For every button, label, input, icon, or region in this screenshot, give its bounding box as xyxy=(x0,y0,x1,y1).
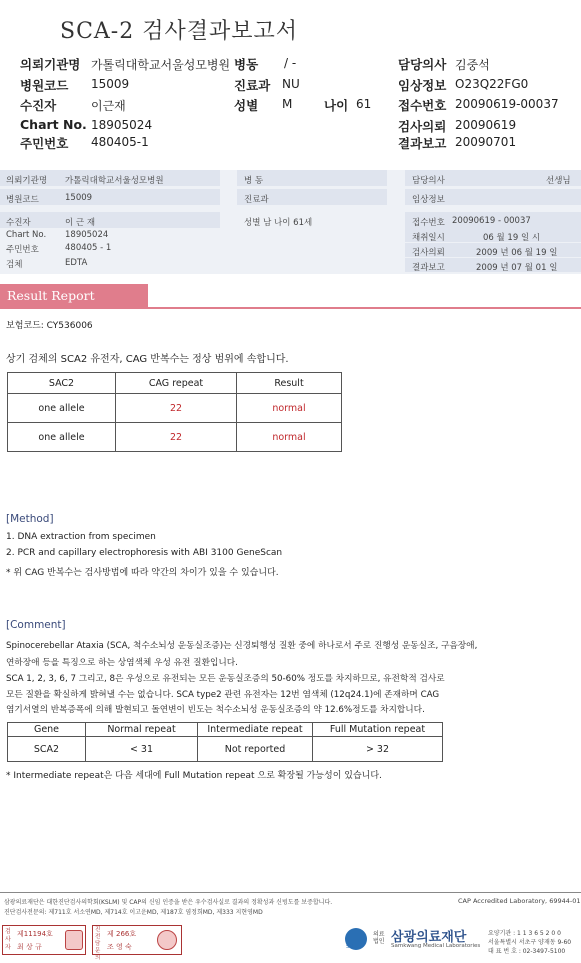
brand-name: 삼광의료재단 xyxy=(391,930,467,945)
result-table-header: SAC2 xyxy=(8,373,116,394)
grid-ward-label: 병 동 xyxy=(244,176,264,186)
reference-table-header: Gene xyxy=(8,723,86,737)
test-request-value: 20090619 xyxy=(455,118,517,132)
grid-request-label: 검사의뢰 xyxy=(412,248,445,258)
result-table-header: CAG repeat xyxy=(116,373,237,394)
dept-label: 진료과 xyxy=(234,78,271,93)
rrn-value: 480405-1 xyxy=(91,135,149,149)
grid-report-value: 2009 년 07 월 01 일 xyxy=(476,263,558,273)
brand-prefix: 의료법인 xyxy=(373,931,385,945)
grid-specimen-label: 검체 xyxy=(6,260,23,270)
comment-title: [Comment] xyxy=(6,619,66,631)
method-line: * 위 CAG 반복수는 검사방법에 따라 약간의 차이가 있을 수 있습니다. xyxy=(6,568,279,578)
grid-institution-value: 가톨릭대학교서울성모병원 xyxy=(65,176,164,186)
doctor-label: 담당의사 xyxy=(398,57,447,72)
age-label: 나이 xyxy=(324,98,349,113)
result-report-value: 20090701 xyxy=(455,135,517,149)
address-line: 대 표 번 호 : 02-3497-5100 xyxy=(488,948,566,955)
result-summary: 상기 검체의 SCA2 유전자, CAG 반복수는 정상 범위에 속합니다. xyxy=(6,354,289,365)
table-row xyxy=(8,394,342,423)
grid-patient-value: 이 근 재 xyxy=(65,218,96,228)
table-cell: one allele xyxy=(8,423,116,452)
grid-collect-label: 채취일시 xyxy=(412,233,445,243)
test-request-label: 검사의뢰 xyxy=(398,119,447,134)
comment-line: SCA 1, 2, 3, 6, 7 그리고, 8은 우성으로 유전되는 모든 운동실조증의 50-60% 정도를 차지하므로, 유전학적 검사로 xyxy=(6,674,445,684)
clinical-value: O23Q22FG0 xyxy=(455,77,529,91)
table-cell: 22 xyxy=(116,423,237,452)
rrn-label: 주민번호 xyxy=(20,136,69,151)
clinical-label: 임상정보 xyxy=(398,78,447,93)
grid-patient-label: 수진자 xyxy=(6,218,31,228)
grid-clinical-label: 임상정보 xyxy=(412,195,445,205)
grid-chart-value: 18905024 xyxy=(65,230,109,240)
result-report-banner: Result Report xyxy=(0,284,148,308)
method-line: 2. PCR and capillary electrophoresis with ABI 3100 GeneScan xyxy=(6,548,283,558)
grid-doctor-value: 선생님 xyxy=(546,176,571,186)
age-value: 61 xyxy=(356,97,372,111)
inspector-stamp xyxy=(2,925,86,955)
chart-label: Chart No. xyxy=(20,117,87,132)
stamp-name: 최 상 규 xyxy=(17,943,42,951)
hospital-code-value: 15009 xyxy=(91,77,130,91)
footer-line-2: 진단검사전문의: 제711호 서소연MD, 제714호 이고운MD, 제187호 염정희MD, 제333 지현영MD xyxy=(4,909,263,916)
comment-line: Spinocerebellar Ataxia (SCA, 척수소뇌성 운동실조증)는 신경퇴행성 질환 중에 하나로서 주로 진행성 운동실조, 구음장애, xyxy=(6,641,478,651)
reference-table xyxy=(7,722,443,762)
grid-rrn-label: 주민번호 xyxy=(6,245,39,255)
sex-label: 성별 xyxy=(234,98,259,113)
grid-specimen-value: EDTA xyxy=(65,258,88,268)
grid-report-label: 결과보고 xyxy=(412,263,445,273)
receipt-value: 20090619-00037 xyxy=(455,97,559,111)
hospital-code-label: 병원코드 xyxy=(20,78,69,93)
table-cell: one allele xyxy=(8,394,116,423)
banner-divider xyxy=(0,307,581,309)
comment-line: 연하장애 등을 특징으로 하는 상염색체 우성 유전 질환입니다. xyxy=(6,658,238,668)
table-cell: > 32 xyxy=(313,737,443,762)
stamp-side-label: 진전담문의 xyxy=(95,927,101,961)
table-cell: 22 xyxy=(116,394,237,423)
reference-table-header: Normal repeat xyxy=(86,723,198,737)
grid-sex-age: 성별 남 나이 61세 xyxy=(244,218,313,228)
institution-value: 가톨릭대학교서울성모병원 xyxy=(91,58,231,72)
dept-value: NU xyxy=(282,77,300,91)
grid-institution-label: 의뢰기관명 xyxy=(6,176,48,186)
footer-line-1: 삼광의료재단은 대한진단검사의학회(KSLM) 및 CAP의 신임 인증을 받은 우수검사실로 결과의 정확성과 신빙도를 보증합니다. xyxy=(4,899,333,906)
institution-label: 의뢰기관명 xyxy=(20,57,81,72)
table-cell: normal xyxy=(237,423,342,452)
brand-en: Samkwang Medical Laboratories xyxy=(391,943,481,949)
stamp-license: 제11194호 xyxy=(17,930,53,938)
grid-row-shade xyxy=(0,212,220,228)
reference-table-header: Full Mutation repeat xyxy=(313,723,443,737)
sex-value: M xyxy=(282,97,293,111)
table-row xyxy=(8,737,443,762)
seal-icon xyxy=(157,930,177,950)
chart-value: 18905024 xyxy=(91,118,153,132)
grid-chart-label: Chart No. xyxy=(6,230,47,240)
receipt-label: 접수번호 xyxy=(398,98,447,113)
patient-label: 수진자 xyxy=(20,98,57,113)
comment-line: 모든 질환을 확실하게 밝혀낼 수는 없습니다. SCA type2 관련 유전자는 12번 염색체 (12q24.1)에 존재하며 CAG xyxy=(6,690,440,700)
grid-request-value: 2009 년 06 월 19 일 xyxy=(476,248,558,258)
footer-divider xyxy=(0,892,581,893)
grid-hospital-code-label: 병원코드 xyxy=(6,195,39,205)
grid-doctor-label: 담당의사 xyxy=(412,176,445,186)
comment-line: 염기서열의 반복증폭에 의해 발현되고 돌연변이 빈도는 척수소뇌성 운동실조증의 약 12.6%정도를 차지합니다. xyxy=(6,705,425,715)
stamp-name: 조 영 숙 xyxy=(107,943,132,951)
seal-icon xyxy=(65,930,83,950)
method-line: 1. DNA extraction from specimen xyxy=(6,532,156,542)
grid-hospital-code-value: 15009 xyxy=(65,193,93,203)
cap-accreditation: CAP Accredited Laboratory, 69944-01 xyxy=(458,897,581,905)
address-line: 요양기관 : 1 1 3 6 5 2 0 0 xyxy=(488,930,561,937)
reference-table-header: Intermediate repeat xyxy=(198,723,313,737)
insurance-code: 보험코드: CY536006 xyxy=(6,321,93,331)
patient-value: 이근재 xyxy=(91,99,126,113)
footnote: * Intermediate repeat은 다음 세대에 Full Mutation repeat 으로 확장될 가능성이 있습니다. xyxy=(6,771,382,781)
method-title: [Method] xyxy=(6,513,54,525)
logo-caption: SML xyxy=(346,944,357,950)
grid-dept-label: 진료과 xyxy=(244,195,269,205)
grid-rrn-value: 480405 - 1 xyxy=(65,243,112,253)
doctor-value: 김중석 xyxy=(455,58,490,72)
table-cell: < 31 xyxy=(86,737,198,762)
table-cell: Not reported xyxy=(198,737,313,762)
grid-collect-value: 06 월 19 일 시 xyxy=(483,233,541,243)
ward-value: / - xyxy=(284,56,297,70)
ward-label: 병동 xyxy=(234,57,259,72)
address-line: 서울특별시 서초구 양재동 9-60 xyxy=(488,939,572,946)
table-cell: normal xyxy=(237,394,342,423)
stamp-side-label: 검사자 xyxy=(5,928,11,951)
table-row xyxy=(8,423,342,452)
stamp-license: 제 266호 xyxy=(107,930,137,938)
specialist-stamp xyxy=(92,925,182,961)
result-report-label: 결과보고 xyxy=(398,136,447,151)
table-cell: SCA2 xyxy=(8,737,86,762)
result-table-header: Result xyxy=(237,373,342,394)
grid-receipt-value: 20090619 - 00037 xyxy=(452,216,531,226)
result-table xyxy=(7,372,342,452)
document-title: SCA-2 검사결과보고서 xyxy=(60,19,298,44)
grid-receipt-label: 접수번호 xyxy=(412,218,445,228)
